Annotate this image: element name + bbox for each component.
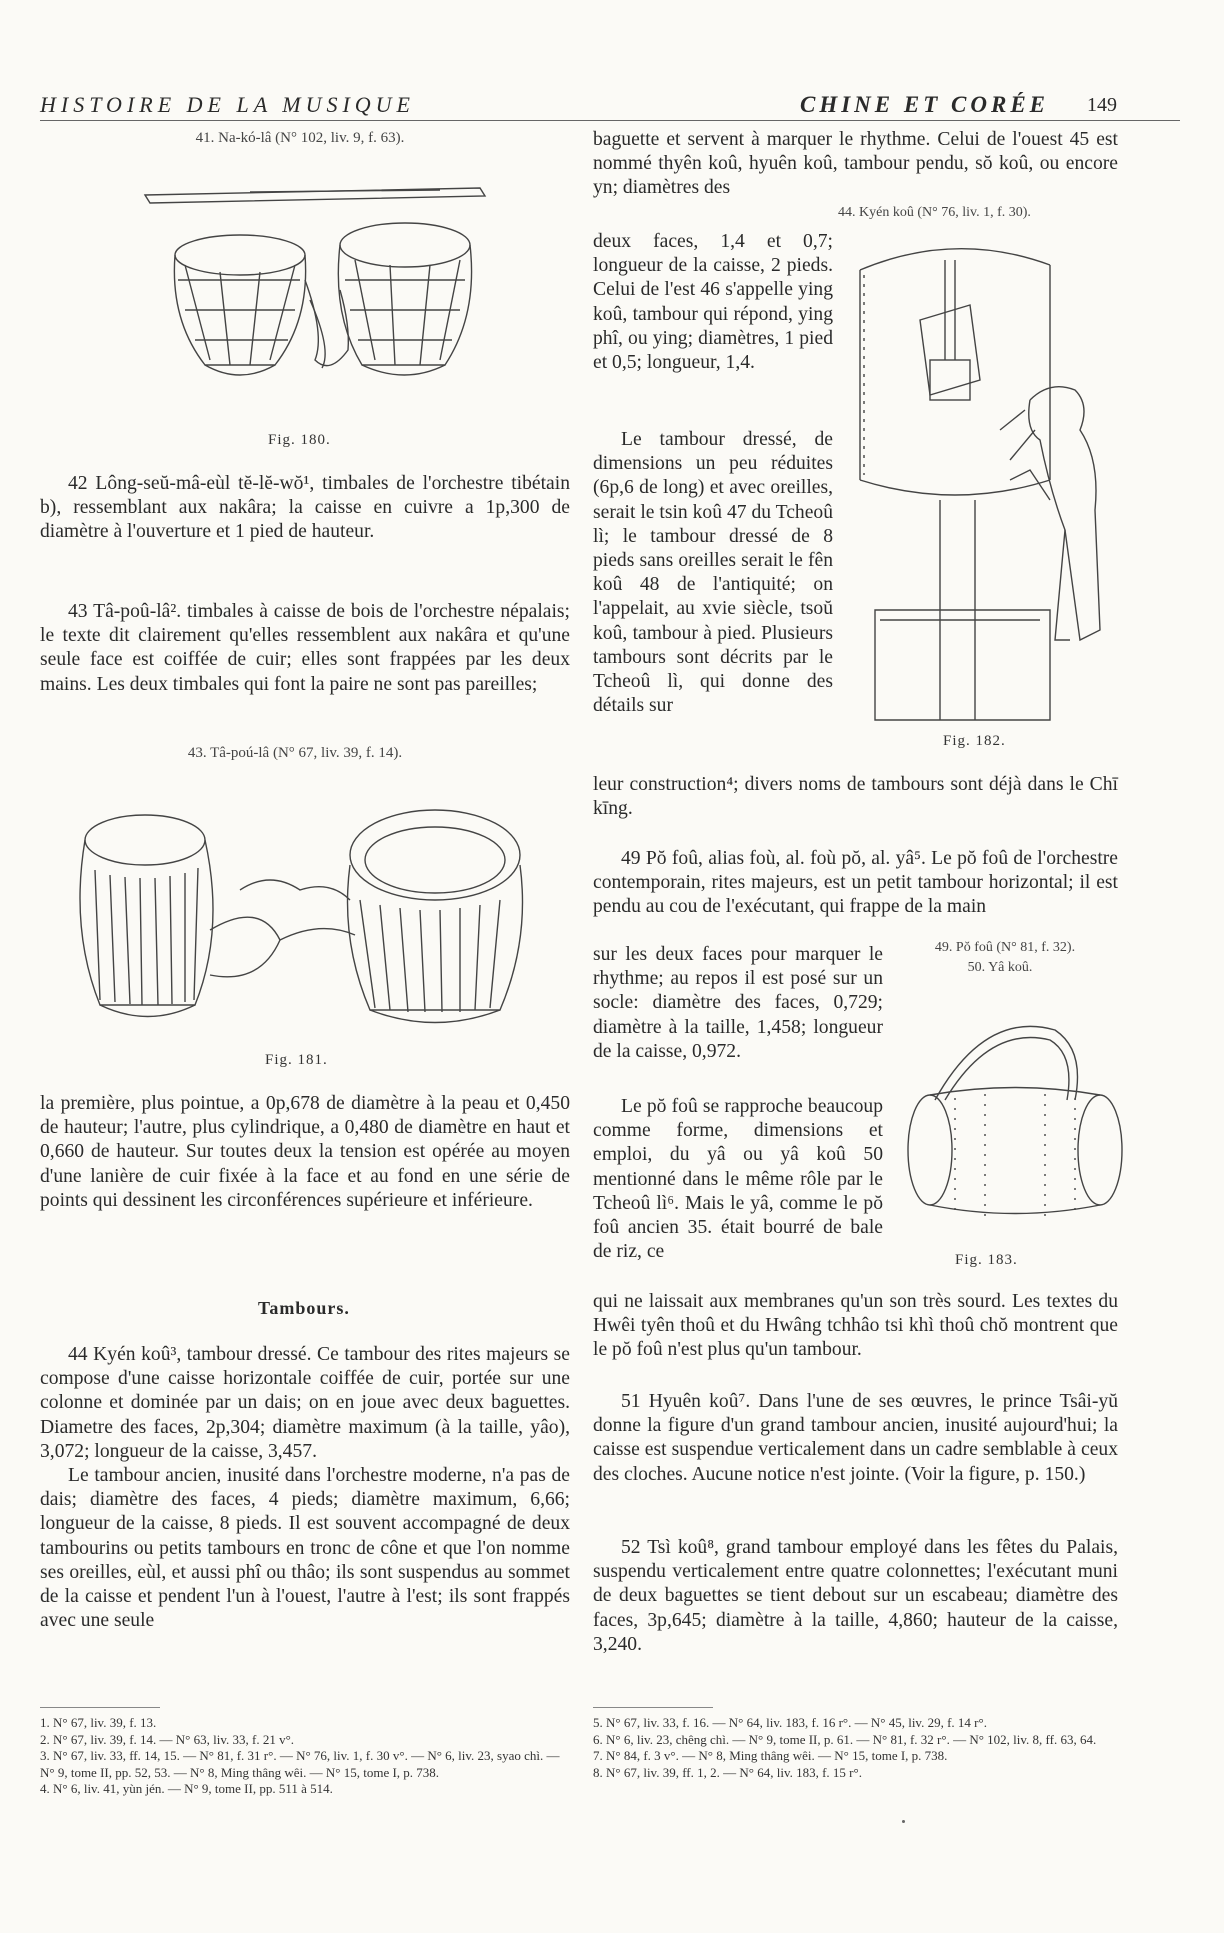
paragraph-49-side-text: sur les deux faces pour marquer le rhythme; au repos il est posé sur un socle: diamètre des faces, 0,729; diamètre à la taille, 1,458; longueur de la caisse, 0,972.	[593, 944, 883, 1062]
footnote-rule-right	[593, 1707, 713, 1708]
paragraph-42-text: 42 Lông-seŭ-mâ-eùl tĕ-lĕ-wŏ¹, timbales de l'orchestre tibétain b), ressemblant aux nakâra; la caisse en cuivre a 1p,300 de diamètre à l'ouverture et 1 pied de hauteur.	[40, 473, 570, 543]
section-heading-tambours: Tambours.	[258, 1298, 350, 1318]
paragraph-50-full	[593, 1290, 1118, 1363]
paragraph-49-top	[593, 847, 1118, 920]
paragraph-44	[40, 1343, 570, 1633]
footnote-6: 6. N° 6, liv. 23, chêng chì. — N° 9, tome II, p. 61. — N° 81, f. 32 r°. — N° 102, liv. 8, ff. 63, 64.	[593, 1731, 1097, 1747]
figure-180-timbales-illustration	[100, 160, 550, 430]
paragraph-44-text: 44 Kyén koû³, tambour dressé. Ce tambour des rites majeurs se compose d'une caisse horizontale coiffée de cuir, portée sur une colonne et dominée par un dais; on en joue avec deux baguettes. Diametre des faces, 2p,304; diamètre maximum (à la taille, yâo), 3,072; longueur de la caisse, 3,457.	[40, 1344, 570, 1462]
paragraph-47-side	[593, 428, 833, 718]
figure-180-label: Fig. 180.	[268, 432, 331, 448]
footnote-rule-left	[40, 1707, 160, 1708]
footnote-1: 1. N° 67, liv. 39, f. 13.	[40, 1715, 157, 1730]
figure-183-label: Fig. 183.	[955, 1252, 1018, 1268]
figure-50-caption: 50. Yâ koû.	[967, 960, 1033, 975]
paragraph-50-side-text: Le pŏ foû se rapproche beaucoup comme forme, dimensions et emploi, du yâ ou yâ koû 50 mentionné dans le même rôle par le Tcheoû lì⁶. Mais le yâ, comme le pŏ foû ancien 35. était bourré de bale de riz, ce	[593, 1096, 883, 1263]
paragraph-52	[593, 1536, 1118, 1657]
footnote-7: 7. N° 84, f. 3 v°. — N° 8, Ming thâng wêi. — N° 15, tome I, p. 738.	[593, 1748, 948, 1763]
paragraph-51	[593, 1390, 1118, 1487]
paragraph-45-side-text: deux faces, 1,4 et 0,7; longueur de la caisse, 2 pieds. Celui de l'est 46 s'appelle ying koû, tambour qui répond, ying phî, ou ying; diamètres, 1 pied et 0,5; longueur, 1,4.	[593, 231, 833, 374]
paragraph-47-full	[593, 773, 1118, 821]
figure-49-caption: 49. Pŏ foû (N° 81, f. 32).	[934, 940, 1076, 955]
paragraph-50-full-text: qui ne laissait aux membranes qu'un son très sourd. Les textes du Hwêi tyên thoû et du Hwâng tchhâo tsi khì thoû chŏ montrent que le pŏ foû n'est plus qu'un tambour.	[593, 1291, 1118, 1361]
paragraph-44b-text: Le tambour ancien, inusité dans l'orchestre moderne, n'a pas de dais; diamètre des faces, 4 pieds; diamètre maximum, 6,66; longueur de la caisse, 8 pieds. Il est souvent accompagné de deux tambourins ou petits tambours en tronc de cône et que l'on nomme ses oreilles, eùl, et aussi phî ou thâo; ils sont suspendus au sommet de la caisse et pendent l'un à l'ouest, l'autre à l'est; ils sont frappés avec une seule	[40, 1465, 570, 1632]
footnotes-left	[40, 1715, 570, 1798]
figure-183-horizontal-drum-illustration	[895, 990, 1135, 1240]
figure-182-label: Fig. 182.	[943, 733, 1006, 749]
paragraph-45-top	[593, 128, 1118, 201]
figure-181-label: Fig. 181.	[265, 1052, 328, 1068]
paragraph-43b-text: la première, plus pointue, a 0p,678 de diamètre à la peau et 0,450 de hauteur; l'autre, plus cylindrique, a 0,480 de diamètre en haut et 0,660 de hauteur. Sur toutes deux la tension est opérée au moyen d'une lanière de cuir fixée à la face et au fond en une série de points qui dessinent les circonférences supérieure et inférieure.	[40, 1093, 570, 1211]
figure-182-standing-drum-illustration	[850, 230, 1120, 730]
paragraph-47-full-text: leur construction⁴; divers noms de tambours sont déjà dans le Chī kīng.	[593, 774, 1118, 820]
footnote-2: 2. N° 67, liv. 39, f. 14. — N° 63, liv. 33, f. 21 v°.	[40, 1731, 295, 1747]
paragraph-43-continued	[40, 1092, 570, 1213]
running-header-right: CHINE ET CORÉE	[800, 92, 1049, 117]
header-rule	[40, 120, 1180, 121]
paragraph-49-side	[593, 943, 883, 1064]
decorative-dot	[902, 1820, 905, 1823]
paragraph-43	[40, 600, 570, 697]
paragraph-43-text: 43 Tâ-poû-lâ². timbales à caisse de bois de l'orchestre népalais; le texte dit clairement qu'elles ressemblent aux nakâra et qu'une seule face est coiffée de cuir; elles sont frappées par les deux mains. Les deux timbales qui font la paire ne sont pas pareilles;	[40, 601, 570, 695]
footnotes-right	[593, 1715, 1118, 1781]
paragraph-50-side	[593, 1095, 883, 1264]
footnote-4: 4. N° 6, liv. 41, yùn jén. — N° 9, tome II, pp. 511 à 514.	[40, 1781, 333, 1796]
paragraph-49-top-text: 49 Pŏ foû, alias foù, al. foù pŏ, al. yâ⁵. Le pŏ foû de l'orchestre contemporain, rites majeurs, est un petit tambour horizontal; il est pendu au cou de l'exécutant, qui frappe de la main	[593, 848, 1118, 918]
paragraph-52-text: 52 Tsì koû⁸, grand tambour employé dans les fêtes du Palais, suspendu verticalement entre quatre colonnettes; l'exécutant muni de deux baguettes se tient debout sur un escabeau; diamètre des faces, 3p,645; diamètre à la taille, 4,860; hauteur de la caisse, 3,240.	[593, 1537, 1118, 1655]
figure-44-caption: 44. Kyén koû (N° 76, liv. 1, f. 30).	[838, 205, 1031, 220]
page-number: 149	[1087, 94, 1117, 116]
paragraph-51-text: 51 Hyuên koû⁷. Dans l'une de ses œuvres, le prince Tsâi-yŭ donne la figure d'un grand tambour ancien, inusité aujourd'hui; la caisse est suspendue verticalement dans un cadre semblable à ceux des cloches. Aucune notice n'est jointe. (Voir la figure, p. 150.)	[593, 1391, 1118, 1485]
figure-43-caption: 43. Tâ-poú-lâ (N° 67, liv. 39, f. 14).	[187, 745, 403, 761]
paragraph-47-side-text: Le tambour dressé, de dimensions un peu réduites (6p,6 de long) et avec oreilles, serait le tsin koû 47 du Tcheoû lì; le tambour dressé de 8 pieds sans oreilles serait le fên koû 48 de l'antiquité; on l'appelait, au xvie siècle, tsoŭ koû, tambour à pied. Plusieurs tambours sont décrits par le Tcheoû lì, qui donne des détails sur	[593, 429, 833, 717]
figure-181-timbales-illustration	[70, 780, 550, 1050]
running-header-left: HISTOIRE DE LA MUSIQUE	[40, 92, 415, 117]
figure-41-caption: 41. Na-kó-lâ (N° 102, liv. 9, f. 63).	[195, 130, 405, 146]
paragraph-45-top-text: baguette et servent à marquer le rhythme. Celui de l'ouest 45 est nommé thyên koû, hyuên koû, tambour pendu, sŏ koû, ou encore yn; diamètres des	[593, 129, 1118, 199]
footnote-8: 8. N° 67, liv. 39, ff. 1, 2. — N° 64, liv. 183, f. 15 r°.	[593, 1764, 862, 1780]
paragraph-42	[40, 472, 570, 545]
footnote-5: 5. N° 67, liv. 33, f. 16. — N° 64, liv. 183, f. 16 r°. — N° 45, liv. 29, f. 14 r°.	[593, 1715, 987, 1730]
footnote-3: 3. N° 67, liv. 33, ff. 14, 15. — N° 81, f. 31 r°. — N° 76, liv. 1, f. 30 v°. — N° 6, liv. 23, syao chì. — N° 9, tome II, pp. 52, 53. — N° 8, Ming thâng wêi. — N° 15, tome I, p. 738.	[40, 1748, 560, 1780]
paragraph-45-side	[593, 230, 833, 375]
